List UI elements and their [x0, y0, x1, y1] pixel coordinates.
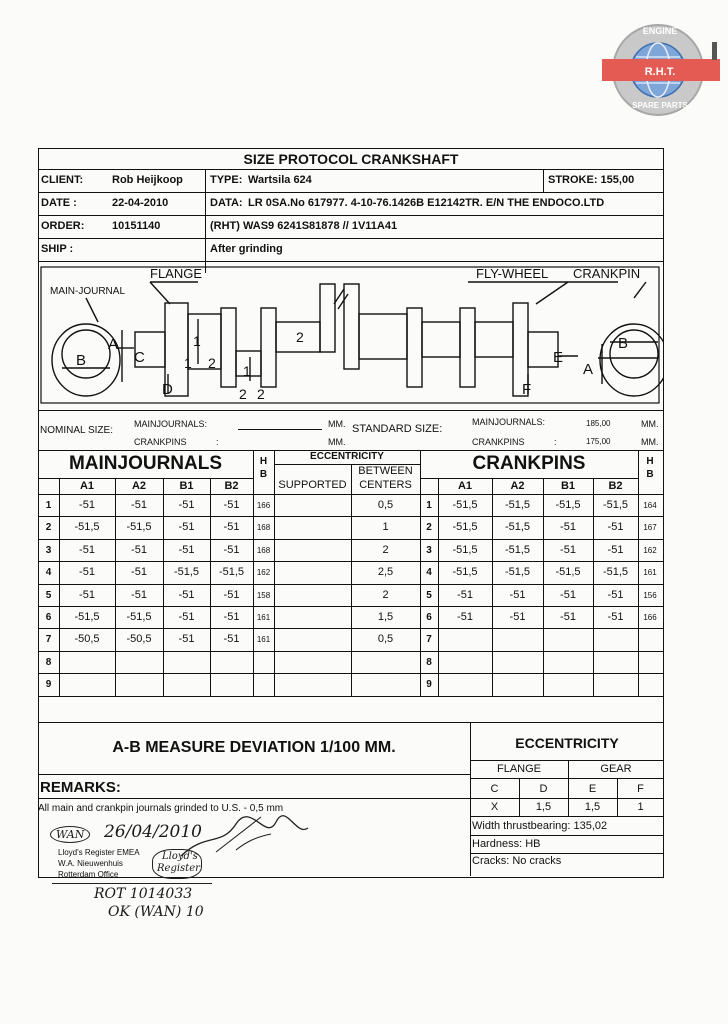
client-value: Rob Heijkoop	[112, 174, 183, 186]
eccentricity-cell: 1	[382, 521, 389, 534]
cp-col-a1: A1	[457, 480, 473, 492]
mj-row-number: 3	[45, 544, 52, 556]
cp-cell: -51,5	[504, 499, 531, 511]
mj-cell: -51	[131, 588, 147, 601]
dim-e: E	[553, 349, 564, 366]
mj-cell: -51	[223, 543, 240, 556]
mj-hardness: 168	[256, 545, 271, 555]
cp-cell: -51	[607, 543, 624, 556]
data-label: DATA:	[210, 197, 243, 209]
size-protocol-form	[38, 148, 664, 878]
dim-b-left: B	[76, 352, 87, 369]
crankpin-label: CRANKPIN	[573, 266, 641, 281]
cp-hb-b: B	[646, 469, 654, 480]
mj-row-number: 7	[45, 634, 52, 646]
eccentricity-cell: 1,5	[377, 611, 394, 623]
data-value: LR 0SA.No 617977. 4-10-76.1426B E12142TR. E/N THE ENDOCO.LTD	[248, 197, 605, 209]
ecc-head-f: F	[637, 783, 644, 795]
mj-cell: -51	[79, 543, 95, 556]
mj-col-a1: A1	[79, 480, 95, 492]
eccentricity-cell: 2	[382, 588, 389, 601]
cp-row-number: 6	[426, 612, 432, 623]
cp-cell: -51	[509, 611, 526, 623]
stroke-value: STROKE: 155,00	[548, 174, 635, 186]
cp-row-number: 7	[426, 634, 432, 646]
dim-c: C	[134, 349, 145, 366]
cp-hardness: 167	[643, 523, 657, 533]
flywheel-label: FLY-WHEEL	[476, 266, 549, 281]
cp-hardness: 156	[643, 590, 657, 600]
standard-cp-value: 175,00	[586, 437, 611, 446]
cp-cell: -51	[607, 588, 624, 601]
handwritten-note-2: OK (WAN) 10	[108, 904, 204, 920]
ecc-head-d: D	[539, 783, 548, 795]
dim-f: F	[522, 381, 532, 398]
cp-cell: -51	[560, 588, 576, 601]
mj-cell: -51	[178, 588, 195, 601]
mj-cell: -51	[131, 566, 147, 579]
mj-row-number: 9	[45, 679, 52, 691]
centers-head: CENTERS	[359, 479, 412, 491]
nominal-cp-unit: MM.	[328, 437, 346, 447]
cp-cell: -51,5	[602, 566, 629, 579]
nominal-cp-label: CRANKPINS	[134, 437, 187, 447]
mainjournal-label: MAIN-JOURNAL	[50, 286, 126, 297]
cp-cell: -51,5	[555, 499, 581, 511]
client-label: CLIENT:	[41, 174, 84, 186]
mj-row-number: 4	[45, 567, 52, 579]
cp-hardness: 161	[643, 568, 657, 578]
date-label: DATE :	[41, 197, 77, 209]
dim-b-right: B	[618, 335, 629, 352]
mj-row-number: 5	[45, 589, 52, 601]
mj-hb-b: B	[259, 469, 268, 480]
cp-cell: -51	[457, 611, 473, 623]
order-value: 10151140	[112, 220, 161, 232]
eccentricity-cell: 2,5	[377, 566, 394, 579]
nominal-mj-unit: MM.	[328, 419, 346, 429]
standard-mj-unit: MM.	[641, 419, 659, 429]
mj-cell: -51,5	[173, 566, 200, 579]
cp-hb-h: H	[646, 456, 654, 467]
deviation-title: A-B MEASURE DEVIATION 1/100 MM.	[112, 739, 396, 756]
cp-hardness: 164	[643, 501, 657, 510]
mj-cell: -50,5	[74, 633, 100, 646]
remarks-text: All main and crankpin journals grinded to U.S. - 0,5 mm	[38, 803, 284, 814]
cp-cell: -51,5	[602, 499, 629, 511]
cp-cell: -51	[560, 611, 576, 623]
cp-cell: -51	[509, 588, 526, 601]
ecc-value-d: 1,5	[535, 801, 552, 813]
cp-row-number: 5	[426, 589, 432, 601]
mainjournals-title: MAINJOURNALS	[68, 453, 223, 474]
mj-cell: -51,5	[218, 566, 245, 579]
cracks: Cracks: No cracks	[472, 855, 562, 867]
cp-col-b1: B1	[560, 480, 576, 492]
cp-cell: -51,5	[504, 566, 531, 579]
lloyds-stamp	[52, 845, 212, 884]
seal-line-1: Lloyd's	[162, 851, 198, 862]
ship-label: SHIP :	[41, 243, 74, 255]
mj-cell: -51	[131, 499, 147, 511]
cp-row-number: 3	[426, 544, 432, 556]
mj-row-number: 6	[45, 612, 52, 623]
mj-hardness: 168	[256, 523, 271, 533]
crankpins-title: CRANKPINS	[472, 453, 586, 474]
cp-row-number: 2	[426, 522, 432, 534]
order-label: ORDER:	[41, 220, 85, 232]
handwritten-note-1: ROT 1014033	[94, 886, 193, 902]
lloyds-seal	[152, 849, 202, 879]
mj-cell: -51	[223, 611, 240, 623]
eccentricity-cell: 0,5	[377, 499, 394, 511]
cp-row-number: 8	[426, 656, 432, 668]
nominal-cp-colon: :	[216, 437, 219, 447]
nominal-size-label: NOMINAL SIZE:	[40, 425, 113, 436]
stamp-line-3: Rotterdam Office	[58, 870, 119, 879]
logo-middle: R.H.T.	[644, 66, 676, 78]
mj-cell: -51	[223, 499, 240, 511]
ecc-value-f: 1	[637, 801, 644, 813]
mj-cell: -51	[178, 521, 195, 534]
dim-d: D	[162, 381, 173, 398]
mark-1a: 1	[193, 333, 201, 349]
gear-head: GEAR	[600, 763, 632, 775]
supported-head: SUPPORTED	[278, 479, 347, 491]
mj-cell: -51,5	[126, 611, 152, 623]
mj-cell: -51	[131, 543, 147, 556]
cp-row-number: 4	[426, 567, 432, 579]
mj-hardness: 162	[256, 568, 271, 578]
mj-cell: -51	[178, 543, 195, 556]
thrust-width: Width thrustbearing: 135,02	[472, 820, 608, 832]
cp-cell: -51,5	[555, 566, 581, 579]
mj-cell: -51	[223, 521, 240, 534]
stamp-line-1: Lloyd's Register EMEA	[58, 848, 140, 857]
inspector-initials: WAN	[50, 826, 90, 843]
mj-hardness: 166	[256, 501, 271, 510]
hardness: Hardness: HB	[472, 838, 541, 850]
company-logo	[600, 12, 722, 124]
logo-bottom: SPARE PARTS	[632, 101, 688, 110]
type-value: Wartsila 624	[248, 174, 312, 186]
eccentricity-cell: 2	[382, 543, 389, 556]
cp-cell: -51,5	[504, 521, 531, 534]
cp-cell: -51	[457, 588, 473, 601]
standard-mj-label: MAINJOURNALS:	[472, 417, 546, 427]
mj-cell: -51	[79, 499, 95, 511]
mj-row-number: 2	[45, 522, 52, 534]
standard-cp-unit: MM.	[641, 437, 659, 447]
mj-col-b1: B1	[179, 480, 194, 492]
seal-line-2: Register	[157, 863, 200, 874]
cp-cell: -51,5	[504, 543, 531, 556]
flange-head: FLANGE	[496, 763, 541, 775]
mj-cell: -51	[79, 566, 95, 579]
eccentricity-cell: 0,5	[377, 633, 394, 646]
mj-cell: -51,5	[74, 521, 100, 534]
cp-col-b2: B2	[608, 480, 623, 492]
mj-cell: -51	[223, 588, 240, 601]
cp-row-number: 9	[426, 679, 432, 691]
remarks-title: REMARKS:	[40, 779, 121, 796]
ecc-head-e: E	[588, 783, 597, 795]
mj-cell: -50,5	[126, 633, 152, 646]
mark-1c: 1	[243, 363, 251, 379]
ecc-head-c: C	[490, 783, 499, 795]
standard-mj-value: 185,00	[586, 419, 611, 428]
cp-col-a2: A2	[510, 480, 525, 492]
cp-row-number: 1	[426, 500, 432, 511]
mj-hardness: 158	[256, 590, 271, 600]
standard-cp-label: CRANKPINS	[472, 437, 525, 447]
ecc-value-e: 1,5	[584, 801, 601, 813]
nominal-mj-label: MAINJOURNALS:	[134, 419, 208, 429]
handwritten-date: 26/04/2010	[104, 822, 202, 842]
cp-cell: -51,5	[452, 543, 478, 556]
order-reference: (RHT) WAS9 6241S81878 // 1V11A41	[210, 220, 398, 232]
mark-2b: 2	[257, 386, 265, 402]
mj-row-number: 8	[45, 656, 52, 668]
dim-a-right: A	[583, 361, 594, 378]
standard-cp-colon: :	[554, 437, 557, 447]
mj-cell: -51,5	[74, 611, 100, 623]
mj-row-number: 1	[45, 500, 52, 511]
cp-cell: -51	[607, 611, 624, 623]
cp-cell: -51,5	[452, 566, 478, 579]
cp-hardness: 166	[643, 613, 657, 622]
ecc-title: ECCENTRICITY	[310, 451, 384, 462]
mark-1d: 2	[239, 386, 247, 402]
mj-col-b2: B2	[224, 480, 239, 492]
mark-2c: 2	[296, 329, 304, 345]
mark-2a: 2	[208, 355, 216, 371]
mark-1b: 1	[184, 355, 192, 371]
mj-col-a2: A2	[131, 480, 147, 492]
mj-cell: -51	[178, 633, 195, 646]
cp-cell: -51	[607, 521, 624, 534]
ship-value: After grinding	[210, 243, 283, 255]
cp-cell: -51,5	[452, 499, 478, 511]
date-value: 22-04-2010	[112, 197, 169, 209]
cp-hardness: 162	[643, 545, 657, 555]
mj-cell: -51	[178, 499, 195, 511]
mj-hardness: 161	[256, 613, 271, 622]
cp-cell: -51,5	[452, 521, 478, 534]
cp-cell: -51	[560, 521, 576, 534]
logo-top: ENGINE	[642, 26, 678, 36]
dim-a-left: A	[108, 336, 119, 353]
mj-cell: -51	[178, 611, 195, 623]
stamp-line-2: W.A. Nieuwenhuis	[58, 859, 123, 868]
standard-size-label: STANDARD SIZE:	[352, 423, 443, 435]
mj-cell: -51	[223, 633, 240, 646]
form-title: SIZE PROTOCOL CRANKSHAFT	[243, 151, 459, 167]
mj-hb-h: H	[259, 456, 268, 467]
eccentricity-title: ECCENTRICITY	[515, 735, 619, 751]
type-label: TYPE:	[210, 174, 243, 186]
flange-label: FLANGE	[150, 266, 203, 281]
mj-cell: -51	[79, 588, 95, 601]
mj-hardness: 161	[256, 635, 271, 645]
ecc-value-c: X	[490, 801, 499, 813]
mj-cell: -51,5	[126, 521, 152, 534]
cp-cell: -51	[560, 543, 576, 556]
between-head: BETWEEN	[358, 465, 413, 477]
